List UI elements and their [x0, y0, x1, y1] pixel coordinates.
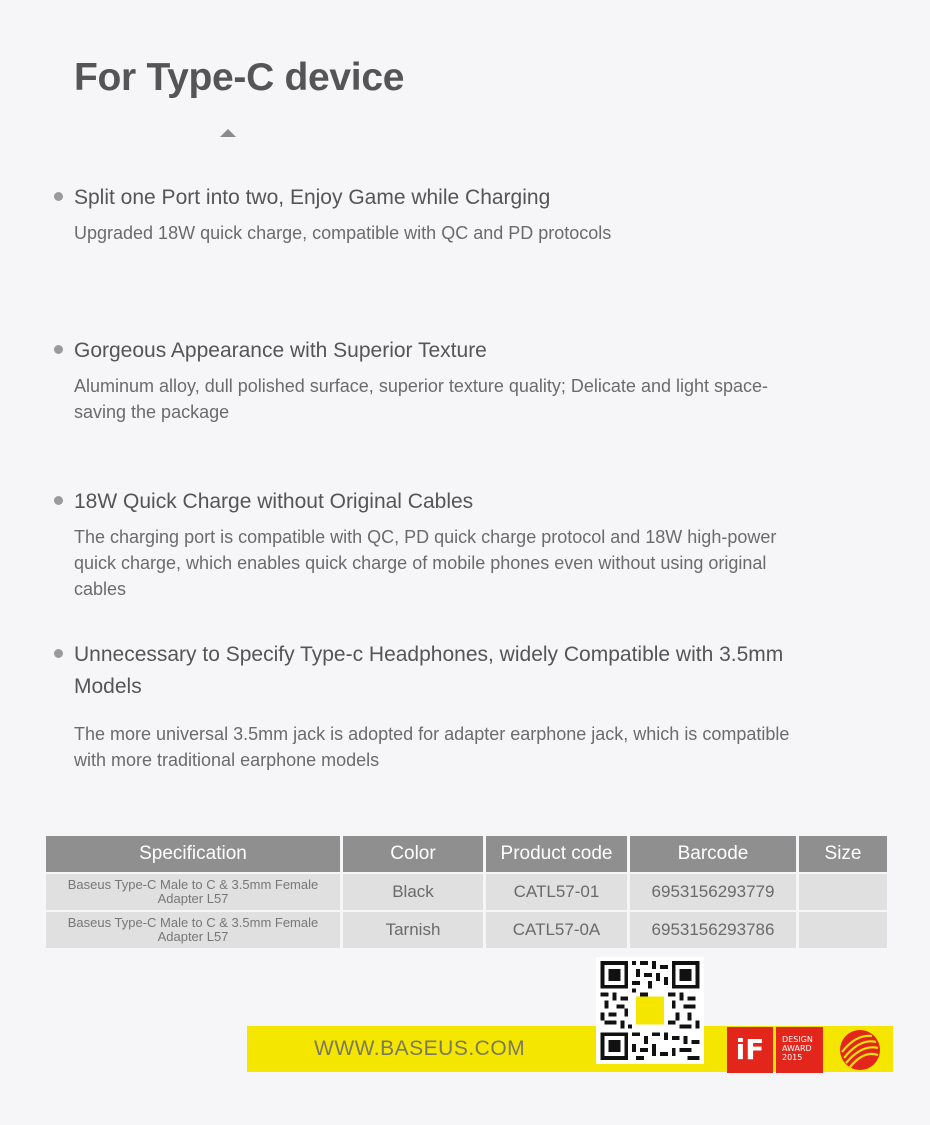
feature-description: The more universal 3.5mm jack is adopted for adapter earphone jack, which is compatible with more traditional earphone models	[74, 724, 790, 770]
cell-product-code: CATL57-01	[486, 874, 627, 910]
feature-description: Upgraded 18W quick charge, compatible with QC and PD protocols	[74, 223, 612, 243]
cell-specification: Baseus Type-C Male to C & 3.5mm Female Adapter L57	[46, 912, 340, 948]
feature-item	[74, 639, 794, 773]
column-header-size: Size	[799, 836, 887, 872]
bullet-dot-icon	[54, 496, 63, 505]
bullet-dot-icon	[54, 345, 63, 354]
table-row	[46, 874, 887, 910]
design-award-line: DESIGN	[782, 1035, 813, 1044]
caret-up-icon	[220, 129, 236, 137]
column-header-color: Color	[343, 836, 483, 872]
feature-heading: Gorgeous Appearance with Superior Texture	[74, 339, 487, 362]
cell-product-code: CATL57-0A	[486, 912, 627, 948]
reddot-award-icon	[838, 1028, 882, 1072]
column-header-specification: Specification	[46, 836, 340, 872]
column-header-product-code: Product code	[486, 836, 627, 872]
cell-specification: Baseus Type-C Male to C & 3.5mm Female Adapter L57	[46, 874, 340, 910]
if-design-logo: iF	[727, 1027, 773, 1073]
feature-heading: Unnecessary to Specify Type-c Headphones, widely Compatible with 3.5mm Models	[74, 643, 784, 698]
design-award-line: 2015	[782, 1053, 803, 1062]
feature-item	[74, 335, 794, 425]
website-link[interactable]: WWW.BASEUS.COM	[314, 1037, 526, 1060]
spec-table	[43, 834, 890, 950]
qr-code-icon	[596, 957, 704, 1064]
table-row	[46, 912, 887, 948]
cell-barcode: 6953156293779	[630, 874, 796, 910]
feature-description: Aluminum alloy, dull polished surface, superior texture quality; Delicate and light space-saving the package	[74, 376, 769, 422]
page-title: For Type-C device	[74, 56, 405, 99]
feature-heading: Split one Port into two, Enjoy Game while Charging	[74, 186, 551, 209]
cell-color: Tarnish	[343, 912, 483, 948]
design-award-badge	[776, 1027, 823, 1073]
design-award-line: AWARD	[782, 1044, 812, 1053]
feature-description: The charging port is compatible with QC, PD quick charge protocol and 18W high-power quick charge, which enables quick charge of mobile phones even without using original cables	[74, 527, 777, 599]
column-header-barcode: Barcode	[630, 836, 796, 872]
feature-item	[74, 182, 794, 246]
bullet-dot-icon	[54, 192, 63, 201]
cell-size	[799, 874, 887, 910]
cell-barcode: 6953156293786	[630, 912, 796, 948]
bullet-dot-icon	[54, 649, 63, 658]
feature-heading: 18W Quick Charge without Original Cables	[74, 490, 474, 513]
cell-color: Black	[343, 874, 483, 910]
cell-size	[799, 912, 887, 948]
feature-item	[74, 486, 794, 602]
table-header-row	[46, 836, 887, 872]
